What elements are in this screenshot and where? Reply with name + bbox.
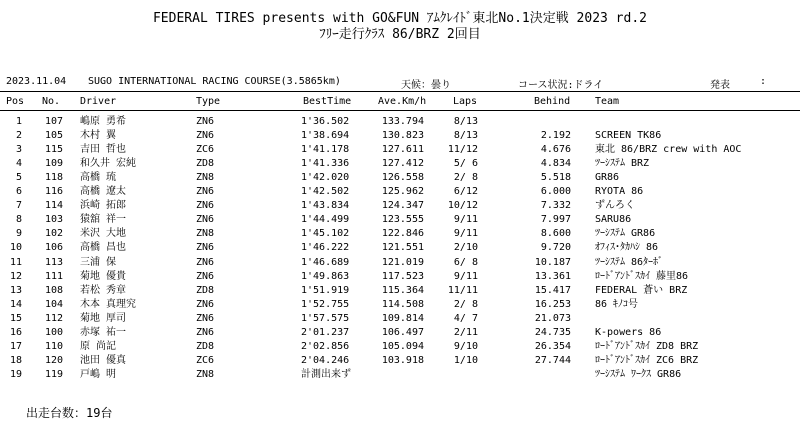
cell-laps: 2/ 8	[453, 172, 478, 184]
cell-best-time: 1'45.102	[301, 228, 350, 240]
cell-avg-speed: 114.508	[381, 298, 424, 310]
cell-driver: 菊地 優貴	[80, 270, 127, 282]
cell-best-time: 1'42.502	[301, 186, 350, 198]
cell-avg-speed: 121.551	[381, 242, 424, 254]
table-row	[0, 298, 800, 311]
cell-driver: 原 尚記	[80, 340, 117, 352]
cell-laps: 9/11	[453, 270, 478, 282]
cell-laps: 8/13	[453, 116, 478, 127]
cell-best-time: 1'41.178	[301, 144, 350, 156]
cell-best-time: 1'42.020	[301, 172, 350, 184]
cell-avg-speed: 130.823	[381, 130, 424, 142]
cell-driver: 嶋原 勇希	[80, 116, 127, 127]
col-header-team: Team	[595, 96, 620, 107]
cell-team: ﾂｰｼｽﾃﾑ GR86	[595, 228, 656, 240]
cell-car-number: 109	[44, 158, 63, 170]
cell-best-time: 1'52.755	[301, 298, 350, 310]
cell-driver: 木村 翼	[80, 130, 117, 142]
cell-best-time: 2'04.246	[301, 354, 350, 366]
cell-behind: 10.187	[534, 256, 571, 268]
cell-driver: 戸嶋 明	[80, 368, 117, 380]
cell-pos: 14	[9, 298, 22, 310]
cell-team: SCREEN TK86	[595, 130, 662, 142]
cell-car-number: 111	[44, 270, 63, 282]
cell-pos: 7	[15, 200, 22, 212]
cell-car-number: 103	[44, 214, 63, 226]
col-header-besttime: BestTime	[303, 96, 352, 107]
cell-best-time: 1'41.336	[301, 158, 350, 170]
col-header-driver: Driver	[80, 96, 117, 107]
header-top-rule	[0, 91, 800, 92]
cell-laps: 6/ 8	[453, 256, 478, 268]
cell-behind: 21.073	[534, 312, 571, 324]
page-subtitle: ﾌﾘｰ走行ｸﾗｽ 86/BRZ 2回目	[319, 27, 481, 42]
cell-behind: 9.720	[540, 242, 571, 254]
cell-team: RYOTA 86	[595, 186, 644, 198]
cell-pos: 12	[9, 270, 22, 282]
cell-laps: 1/10	[453, 354, 478, 366]
weather: 天候：曇り	[401, 80, 451, 91]
cell-pos: 17	[9, 340, 22, 352]
cell-laps: 10/12	[447, 200, 478, 212]
col-header-behind: Behind	[534, 96, 571, 107]
cell-pos: 1	[15, 116, 22, 127]
track-condition: コース状況:ドライ	[518, 80, 604, 91]
table-row	[0, 368, 800, 381]
cell-laps: 11/11	[447, 284, 478, 296]
cell-pos: 5	[15, 172, 22, 184]
cell-driver: 若松 秀章	[80, 284, 127, 296]
cell-avg-speed: 133.794	[381, 116, 424, 127]
cell-car-number: 110	[44, 340, 63, 352]
cell-car-number: 100	[44, 326, 63, 338]
cell-type: ZD8	[196, 340, 215, 352]
cell-avg-speed: 103.918	[381, 354, 424, 366]
cell-car-number: 115	[44, 144, 63, 156]
cell-driver: 和久井 宏純	[80, 158, 137, 170]
cell-type: ZN8	[196, 172, 215, 184]
cell-pos: 6	[15, 186, 22, 198]
table-row	[0, 227, 800, 240]
cell-avg-speed: 115.364	[381, 284, 424, 296]
table-row	[0, 115, 800, 128]
cell-laps: 9/11	[453, 228, 478, 240]
cell-pos: 15	[9, 312, 22, 324]
cell-car-number: 105	[44, 130, 63, 142]
table-row	[0, 326, 800, 339]
cell-type: ZC6	[196, 144, 215, 156]
cell-laps: 5/ 6	[453, 158, 478, 170]
cell-type: ZD8	[196, 284, 215, 296]
table-row	[0, 241, 800, 254]
cell-behind: 2.192	[540, 130, 571, 142]
cell-driver: 赤塚 祐一	[80, 326, 127, 338]
cell-car-number: 108	[44, 284, 63, 296]
cell-best-time: 1'49.863	[301, 270, 350, 282]
cell-car-number: 112	[44, 312, 63, 324]
cell-behind: 7.332	[540, 200, 571, 212]
cell-car-number: 118	[44, 172, 63, 184]
cell-car-number: 106	[44, 242, 63, 254]
cell-behind: 5.518	[540, 172, 571, 184]
cell-behind: 4.834	[540, 158, 571, 170]
table-row	[0, 354, 800, 367]
cell-car-number: 107	[44, 116, 63, 127]
cell-best-time: 計測出来ず	[301, 368, 351, 380]
cell-behind: 27.744	[534, 354, 571, 366]
cell-team: ﾂｰｼｽﾃﾑ BRZ	[595, 158, 650, 170]
entry-count: 出走台数：19台	[26, 406, 113, 420]
cell-pos: 13	[9, 284, 22, 296]
cell-laps: 2/10	[453, 242, 478, 254]
cell-laps: 9/11	[453, 214, 478, 226]
cell-team: ずんろく	[595, 200, 635, 212]
cell-best-time: 2'02.856	[301, 340, 350, 352]
table-row	[0, 129, 800, 142]
cell-car-number: 116	[44, 186, 63, 198]
table-row	[0, 270, 800, 283]
cell-best-time: 1'43.834	[301, 200, 350, 212]
table-row	[0, 256, 800, 269]
announce-label: 発表	[710, 80, 730, 91]
cell-team: K-powers 86	[595, 326, 662, 338]
cell-laps: 8/13	[453, 130, 478, 142]
table-row	[0, 157, 800, 170]
cell-avg-speed: 106.497	[381, 326, 424, 338]
cell-avg-speed: 125.962	[381, 186, 424, 198]
cell-driver: 米沢 大地	[80, 228, 127, 240]
cell-behind: 7.997	[540, 214, 571, 226]
cell-team: GR86	[595, 172, 620, 184]
cell-pos: 18	[9, 354, 22, 366]
cell-driver: 高橋 昌也	[80, 242, 127, 254]
table-row	[0, 185, 800, 198]
cell-behind: 24.735	[534, 326, 571, 338]
cell-pos: 4	[15, 158, 22, 170]
cell-type: ZN6	[196, 200, 215, 212]
col-header-avg-speed: Ave.Km/h	[378, 96, 427, 107]
cell-driver: 浜崎 拓郎	[80, 200, 127, 212]
col-header-laps: Laps	[453, 96, 478, 107]
cell-behind: 8.600	[540, 228, 571, 240]
cell-car-number: 113	[44, 256, 63, 268]
cell-behind: 26.354	[534, 340, 571, 352]
cell-type: ZN6	[196, 242, 215, 254]
col-header-pos: Pos	[6, 96, 25, 107]
cell-type: ZN8	[196, 228, 215, 240]
cell-team: ﾛｰﾄﾞｱﾝﾄﾞｽｶｲ 藤里86	[595, 270, 689, 282]
table-row	[0, 171, 800, 184]
cell-car-number: 104	[44, 298, 63, 310]
cell-best-time: 1'44.499	[301, 214, 350, 226]
page-title: FEDERAL TIRES presents with GO&FUN ｱﾑｸﾚｲﾄﾞ東北No.1決定戦 2023 rd.2	[152, 11, 647, 26]
cell-type: ZN6	[196, 130, 215, 142]
cell-avg-speed: 126.558	[381, 172, 424, 184]
cell-behind: 4.676	[540, 144, 571, 156]
course-name: SUGO INTERNATIONAL RACING COURSE(3.5865km)	[88, 76, 341, 87]
cell-driver: 猿舘 祥一	[80, 214, 127, 226]
cell-avg-speed: 127.611	[381, 144, 424, 156]
cell-type: ZN6	[196, 312, 215, 324]
cell-laps: 11/12	[447, 144, 478, 156]
cell-best-time: 1'38.694	[301, 130, 350, 142]
cell-type: ZD8	[196, 158, 215, 170]
cell-best-time: 1'36.502	[301, 116, 350, 127]
cell-best-time: 1'46.689	[301, 256, 350, 268]
cell-pos: 10	[9, 242, 22, 254]
cell-avg-speed: 124.347	[381, 200, 424, 212]
cell-car-number: 102	[44, 228, 63, 240]
cell-type: ZN6	[196, 214, 215, 226]
table-row	[0, 213, 800, 226]
cell-laps: 2/11	[453, 326, 478, 338]
cell-driver: 池田 優真	[80, 354, 127, 366]
cell-team: FEDERAL 蒼い BRZ	[595, 284, 688, 296]
cell-avg-speed: 121.019	[381, 256, 424, 268]
cell-best-time: 1'57.575	[301, 312, 350, 324]
event-date: 2023.11.04	[6, 76, 67, 87]
table-row	[0, 284, 800, 297]
cell-avg-speed: 122.846	[381, 228, 424, 240]
cell-type: ZN6	[196, 256, 215, 268]
cell-best-time: 1'46.222	[301, 242, 350, 254]
cell-behind: 6.000	[540, 186, 571, 198]
cell-pos: 8	[15, 214, 22, 226]
cell-best-time: 1'51.919	[301, 284, 350, 296]
cell-laps: 9/10	[453, 340, 478, 352]
cell-avg-speed: 117.523	[381, 270, 424, 282]
cell-team: ﾛｰﾄﾞｱﾝﾄﾞｽｶｲ ZD8 BRZ	[595, 340, 699, 352]
table-row	[0, 340, 800, 353]
cell-team: ｵﾌｨｽ･ﾀｶﾊｼ 86	[595, 242, 659, 254]
cell-team: ﾂｰｼｽﾃﾑ ﾜｰｸｽ GR86	[595, 368, 682, 380]
cell-driver: 木本 真理究	[80, 298, 137, 310]
cell-driver: 三浦 保	[80, 256, 117, 268]
cell-type: ZC6	[196, 354, 215, 366]
cell-avg-speed: 109.814	[381, 312, 424, 324]
cell-pos: 16	[9, 326, 22, 338]
cell-car-number: 114	[44, 200, 63, 212]
col-header-type: Type	[196, 96, 221, 107]
cell-team: ﾂｰｼｽﾃﾑ 86ﾀｰﾎﾞ	[595, 256, 664, 268]
cell-pos: 3	[15, 144, 22, 156]
cell-type: ZN6	[196, 270, 215, 282]
cell-behind: 16.253	[534, 298, 571, 310]
cell-best-time: 2'01.237	[301, 326, 350, 338]
cell-laps: 4/ 7	[453, 312, 478, 324]
cell-avg-speed: 127.412	[381, 158, 424, 170]
cell-type: ZN8	[196, 368, 215, 380]
cell-driver: 吉田 哲也	[80, 144, 127, 156]
cell-behind: 15.417	[534, 284, 571, 296]
cell-team: SARU86	[595, 214, 632, 226]
cell-avg-speed: 105.094	[381, 340, 424, 352]
cell-driver: 高橋 遼太	[80, 186, 127, 198]
cell-car-number: 119	[44, 368, 63, 380]
header-bottom-rule	[0, 110, 800, 111]
cell-pos: 11	[9, 256, 22, 268]
cell-type: ZN6	[196, 326, 215, 338]
cell-type: ZN6	[196, 298, 215, 310]
table-row	[0, 312, 800, 325]
cell-pos: 19	[9, 368, 22, 380]
cell-laps: 2/ 8	[453, 298, 478, 310]
cell-car-number: 120	[44, 354, 63, 366]
cell-driver: 菊地 厚司	[80, 312, 127, 324]
cell-laps: 6/12	[453, 186, 478, 198]
col-header-no: No.	[42, 96, 61, 107]
table-row	[0, 199, 800, 212]
cell-team: 86 ｷﾉｺ号	[595, 298, 639, 310]
table-row	[0, 143, 800, 156]
cell-avg-speed: 123.555	[381, 214, 424, 226]
cell-team: ﾛｰﾄﾞｱﾝﾄﾞｽｶｲ ZC6 BRZ	[595, 354, 699, 366]
cell-type: ZN6	[196, 116, 215, 127]
cell-pos: 2	[15, 130, 22, 142]
cell-team: 東北 86/BRZ crew with AOC	[595, 144, 742, 156]
cell-pos: 9	[15, 228, 22, 240]
announce-colon: :	[760, 76, 767, 87]
cell-driver: 高橋 琉	[80, 172, 117, 184]
cell-behind: 13.361	[534, 270, 571, 282]
cell-type: ZN6	[196, 186, 215, 198]
